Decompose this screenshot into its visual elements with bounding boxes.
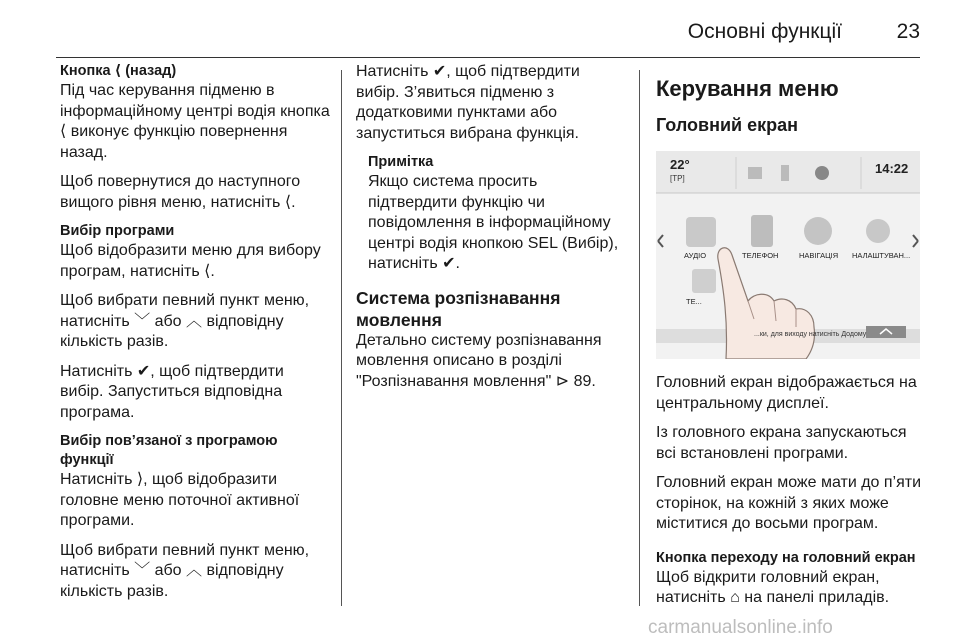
app-phone-label[interactable]: ТЕЛЕФОН [742, 251, 779, 260]
note-text: Якщо система просить підтвердити функцію чи повідомлення в інформаційному центрі водія кнопкою SEL (Вибір), натисніть ✔. [368, 173, 619, 272]
home-screen-heading: Головний екран [656, 115, 799, 135]
home-button-heading: Кнопка переходу на головний екран [656, 549, 916, 566]
related-function-heading: Вибір пов’язаної з програмою функції [60, 433, 278, 468]
column-right [656, 62, 926, 609]
speech-recognition-text: Детально систему розпізнавання мовлення описано в розділі "Розпізнавання мовлення" ⊳ 89. [356, 331, 602, 390]
column-divider [341, 70, 342, 606]
page-title: Основні функції [687, 20, 842, 43]
app-audio-label[interactable]: АУДІО [684, 251, 707, 260]
column-middle [356, 62, 626, 392]
home-screen-text-1: Головний екран відображається на центральному дисплеї. [656, 374, 917, 412]
app-settings-label[interactable]: НАЛАШТУВАН... [852, 251, 911, 260]
home-screen-text-3: Головний екран може мати до п’яти сторінок, на кожній з яких може міститися до восьми програм. [656, 474, 922, 532]
select-program-text-3: Натисніть ✔, щоб підтвердити вибір. Запуститься відповідна програма. [60, 362, 284, 421]
column-left [60, 62, 330, 602]
back-button-text: Під час керування підменю в інформаційному центрі водія кнопка ⟨ виконує функцію повернення назад. [60, 82, 330, 161]
clock-readout: 14:22 [875, 161, 909, 176]
speech-recognition-heading: Система розпізнавання мовлення [356, 287, 561, 330]
temperature-unit: [ТР] [670, 174, 685, 183]
app-navigation-label[interactable]: НАВІГАЦІЯ [799, 251, 839, 260]
home-screen-text-2: Із головного екрана запускаються всі встановлені програми. [656, 424, 907, 462]
app-fifth-label[interactable]: ТЕ... [686, 297, 702, 306]
home-button-text: Щоб відкрити головний екран, натисніть ⌂ на панелі приладів. [656, 568, 890, 606]
column-divider [639, 70, 640, 606]
watermark: carmanualsonline.info [648, 617, 833, 638]
page-number: 23 [896, 20, 920, 43]
home-screen-illustration [656, 151, 920, 359]
return-text: Щоб повернутися до наступного вищого рівня меню, натисніть ⟨. [60, 173, 301, 211]
related-function-text-1: Натисніть ⟩, щоб відобразити головне меню поточної активної програми. [60, 471, 300, 529]
confirm-text: Натисніть ✔, щоб підтвердити вибір. З’явиться підменю з додатковими пунктами або запуститься вибрана функція. [356, 63, 580, 142]
note-block [368, 153, 626, 275]
note-heading: Примітка [368, 154, 434, 170]
back-button-heading: Кнопка ⟨ (назад) [60, 63, 177, 79]
select-program-heading: Вибір програми [60, 223, 175, 239]
temperature-readout: 22° [670, 157, 690, 172]
related-function-text-2: Щоб вибрати певний пункт меню, натисніть ﹀ або ︿ відповідну кількість разів. [60, 541, 310, 600]
screen-hint-text: ...ки, для виходу натисніть Додому [754, 331, 867, 338]
select-program-text-1: Щоб відобразити меню для вибору програм, натисніть ⟨. [60, 242, 321, 280]
select-program-text-2: Щоб вибрати певний пункт меню, натисніть ﹀ або ︿ відповідну кількість разів. [60, 292, 310, 350]
page-header [56, 0, 920, 58]
menu-operation-heading: Керування меню [656, 76, 839, 101]
